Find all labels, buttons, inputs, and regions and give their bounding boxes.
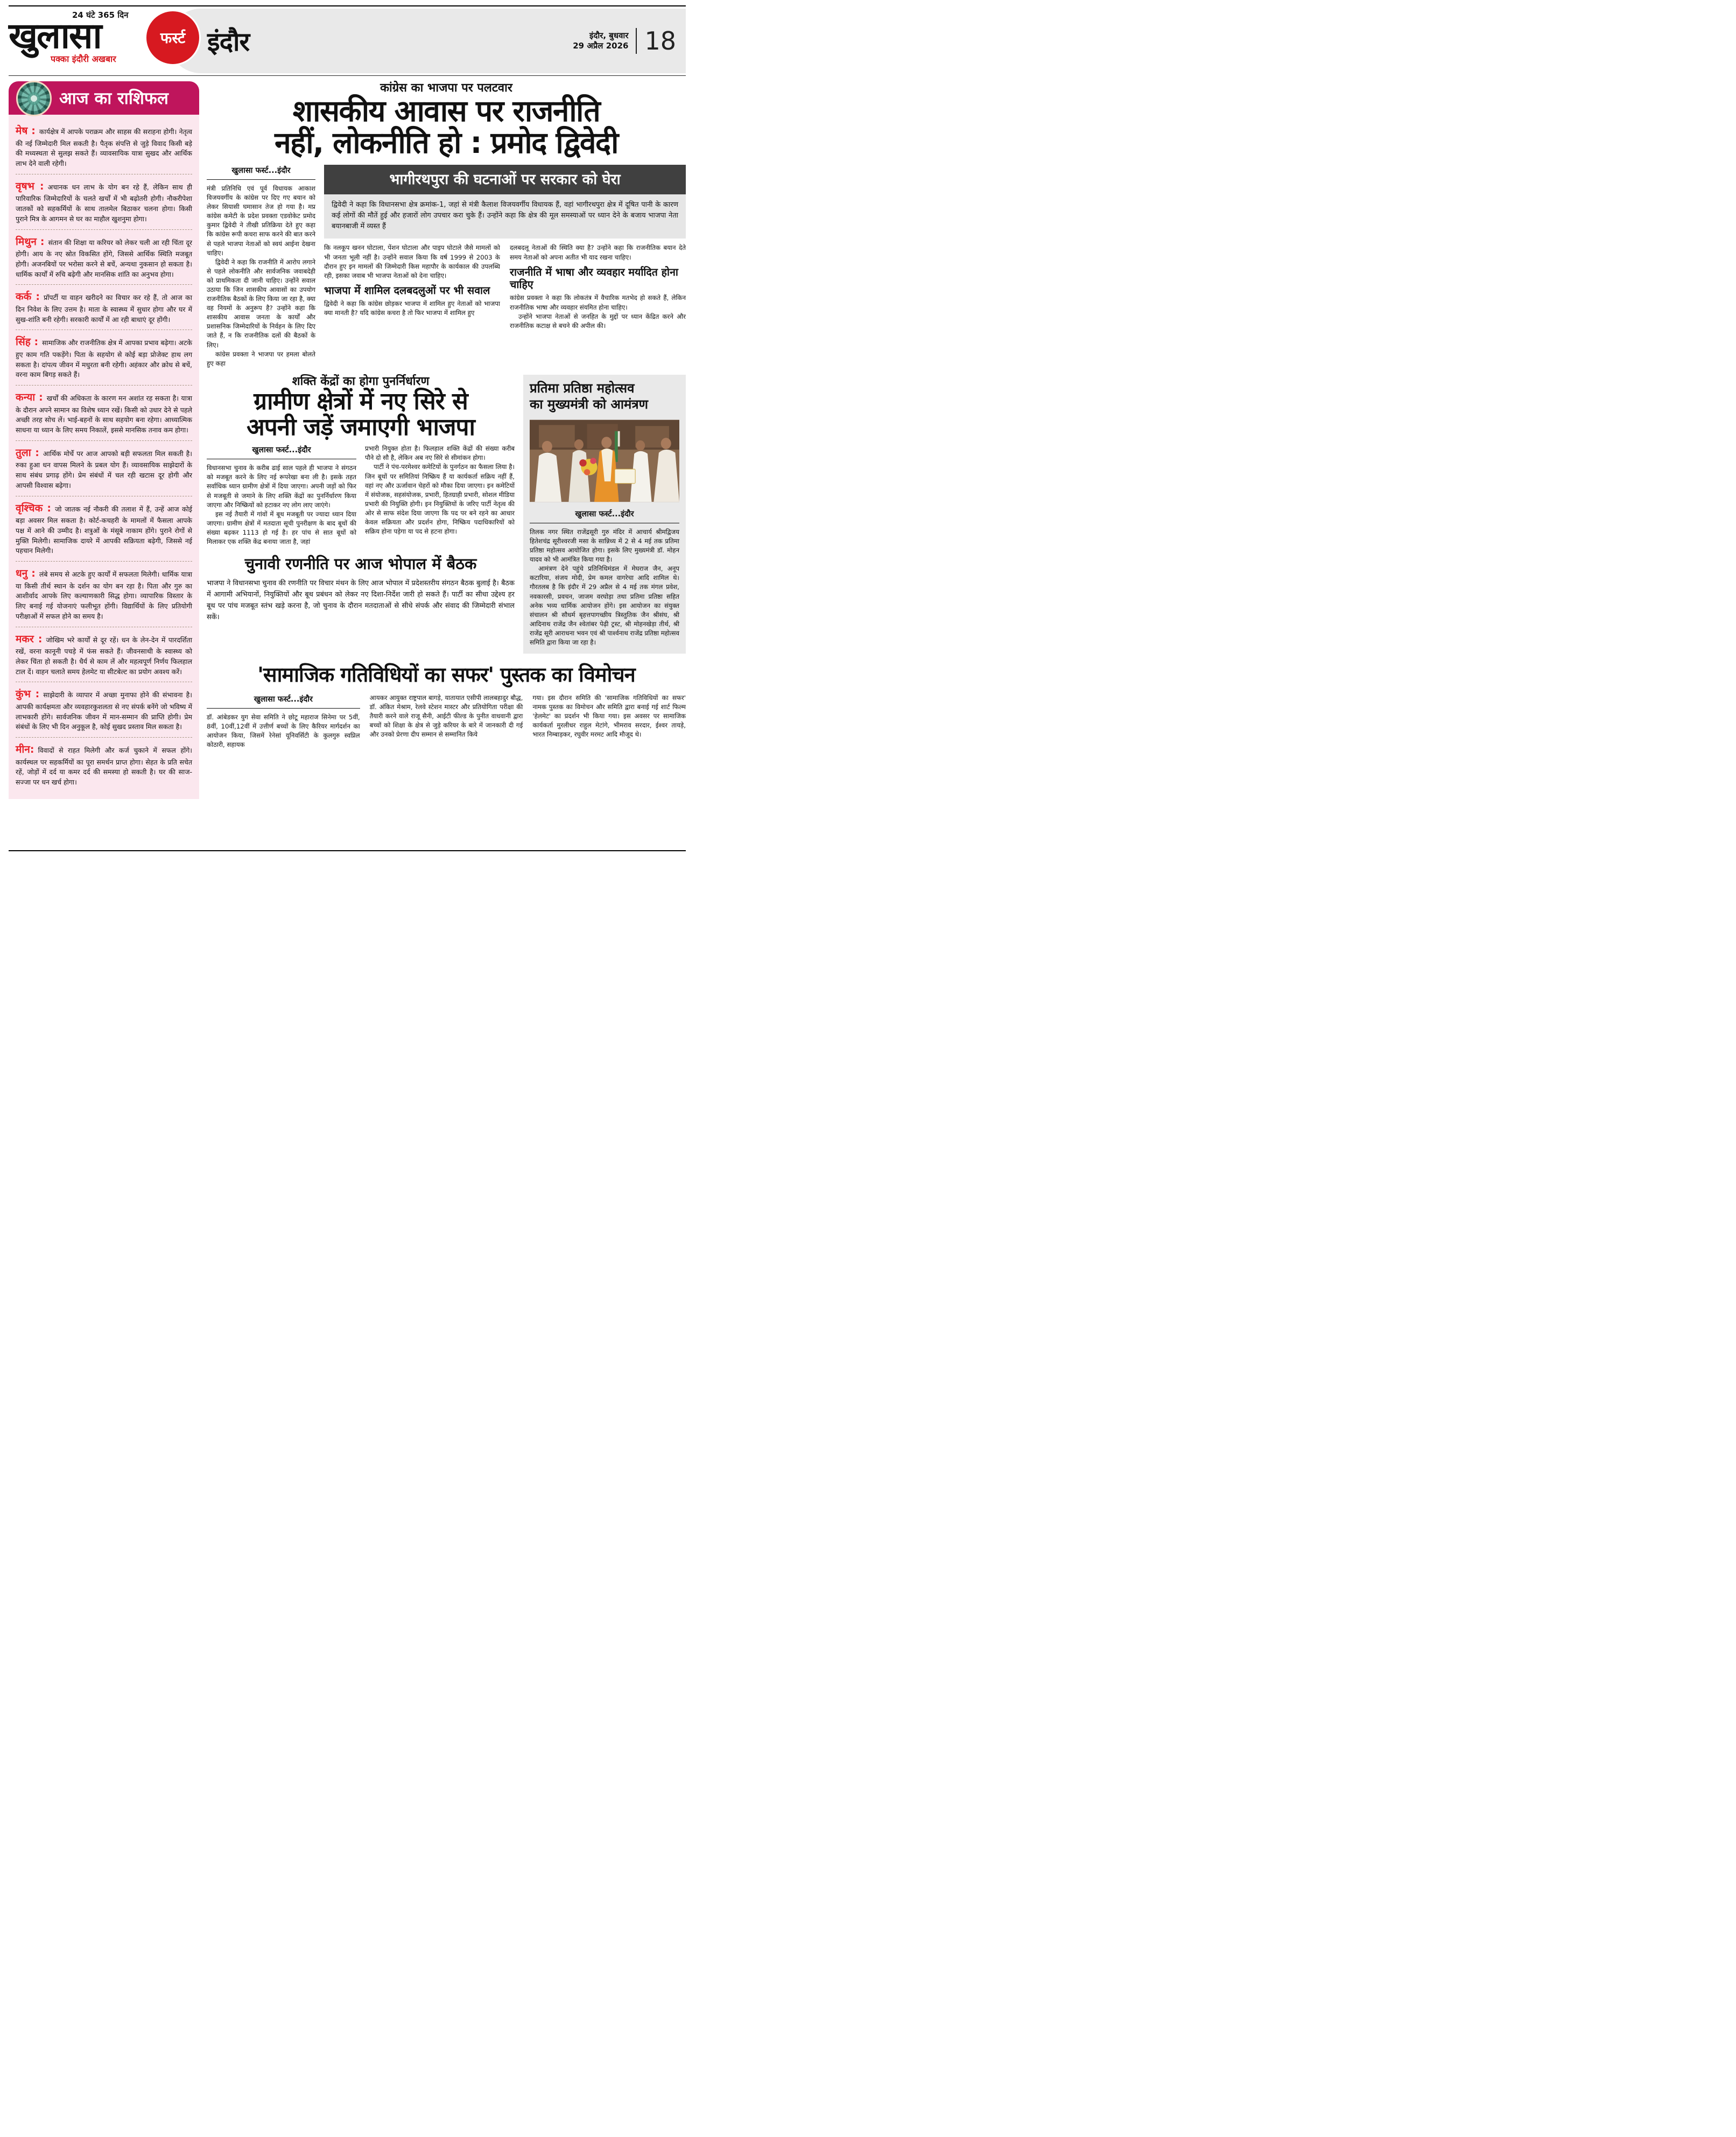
lead-byline: खुलासा फर्स्ट...इंदौर — [207, 165, 315, 180]
second-paragraph: इस नई तैयारी में गांवों में बूथ मजबूती पर ज्यादा ध्यान दिया जाएगा। ग्रामीण क्षेत्रों में मतदाता सूची पुनरीक्षण के बाद बूथों की संख्या बढ़कर 1113 हो गई है। हर पांच से सात बूथों को मिलाकर एक शक्ति केंद्र बनाया जाता है, जहां — [207, 510, 356, 546]
lead-column-2 — [324, 243, 500, 330]
entry-text: लंबे समय से अटके हुए कार्यों में सफलता मिलेगी। धार्मिक यात्रा या किसी तीर्थ स्थान के दर्शन का योग बन रहा है। पिता और गुरु का आशीर्वाद आपके लिए कल्याणकारी सिद्ध होगा। व्यापारिक विस्तार के लिए बनाई गई योजनाएं फलीभूत होंगी। विद्यार्थियों के लिए प्रतियोगी परीक्षाओं में सफल होने का समय है। — [16, 570, 192, 620]
book-column-1 — [207, 693, 360, 749]
highlight-box — [324, 165, 686, 239]
book-paragraph: गया। इस दौरान समिति की 'सामाजिक गतिविधियों का सफर' नामक पुस्तक का विमोचन और समिति द्वारा बनाई गई शार्ट फिल्म 'हेलमेट' का प्रदर्शन भी किया गया। इस अवसर पर सामाजिक कार्यकर्ता मुरलीधर राहुल मेटांगे, भीमराव सरदार, ईश्वर तायड़े, भारत निम्बाड़कर, रघुवीर मरमट आदि मौजूद थे। — [532, 694, 686, 739]
invite-paragraph: आमंत्रण देने पहुंचे प्रतिनिधिमंडल में मेघराज जैन, अनूप कटारिया, संजय मोदी, प्रेम कमल वागरेचा आदि शामिल थे। गौरतलब है कि इंदौर में 29 अप्रैल से 4 मई तक मंगल प्रवेश, नवकारसी, प्रवचन, जाजम वरघोड़ा तथा प्रतिमा प्रतिष्ठा सहित अनेक भव्य धार्मिक आयोजन होंगे। इस आयोजन का संयुक्त संचालन श्री सौधर्म बृहत्तपागच्छीय त्रिस्तुतिक जैन श्रीसंघ, श्री आदिनाथ राजेंद्र जैन श्वेतांबर पेढ़ी ट्रस्ट, श्री मोहनखेड़ा तीर्थ, श्री राजेंद्र सूरी आराधना भवन एवं श्री पार्श्वनाथ राजेंद्र प्रतिष्ठा महोत्सव समिति द्वारा किया जा रहा है। — [530, 565, 679, 646]
second-headline — [207, 389, 515, 440]
entry-text: प्रॉपर्टी या वाहन खरीदने का विचार कर रहे हैं, तो आज का दिन निवेश के लिए उत्तम है। माता के स्वास्थ्य में सुधार होगा और घर में सुख-शांति बनी रहेगी। सरकारी कार्यों में आ रही बाधाएं दूर होंगी। — [16, 293, 192, 324]
book-headline: 'सामाजिक गतिविधियों का सफर' पुस्तक का विमोचन — [257, 663, 635, 687]
meeting-body: भाजपा ने विधानसभा चुनाव की रणनीति पर विचार मंथन के लिए आज भोपाल में प्रदेशस्तरीय संगठन बैठक बुलाई है। बैठक में आगामी अभियानों, नियुक्तियों और बूथ प्रबंधन को लेकर नए दिशा-निर्देश जारी हो सकते हैं। पार्टी का सीधा उद्देश्य हर बूथ पर पांच मजबूत स्तंभ खड़े करना है, जो चुनाव के दौरान मतदाताओं से सीधे संपर्क और संवाद की जिम्मेदारी संभाल सकें। — [207, 579, 515, 621]
sign-label: वृश्चिक : — [16, 502, 52, 514]
lead-paragraph: उन्होंने भाजपा नेताओं से जनहित के मुद्दों पर ध्यान केंद्रित करने और राजनीतिक कटाक्ष से बचने की अपील की। — [510, 312, 686, 330]
entry-text: कार्यक्षेत्र में आपके पराक्रम और साहस की सराहना होगी। नेतृत्व की नई जिम्मेदारी मिल सकती है। पैतृक संपत्ति से जुड़े विवाद किसी बड़े की मध्यस्थता से सुलझ सकते हैं। व्यावसायिक यात्रा सुखद और आर्थिक लाभ देने वाली रहेगी। — [16, 128, 192, 167]
horoscope-entry-kanya — [16, 386, 192, 441]
sign-label: मेष : — [16, 125, 36, 137]
lead-column-3 — [510, 243, 686, 330]
horoscope-entry-meen — [16, 738, 192, 793]
highlight-box-text: द्विवेदी ने कहा कि विधानसभा क्षेत्र क्रमांक-1, जहां से मंत्री कैलाश विजयवर्गीय विधायक हैं, वहां भागीरथपुरा क्षेत्र में दूषित पानी के कारण कई लोगों की मौतें हुई और हजारों लोग उपचार करा चुके हैं। उन्होंने कहा कि क्षेत्र की मूल समस्याओं पर ध्यान देने के बजाय भाजपा नेता बयानबाजी में व्यस्त हैं — [324, 194, 686, 239]
lead-paragraph: दलबदलू नेताओं की स्थिति क्या है? उन्होंने कहा कि राजनीतिक बयान देते समय नेताओं को अपना अतीत भी याद रखना चाहिए। — [510, 244, 686, 261]
meeting-article — [207, 553, 515, 623]
bottom-rule — [9, 850, 686, 851]
lead-headline — [207, 95, 686, 158]
lead-right-area — [324, 165, 686, 368]
second-column-2 — [365, 444, 515, 546]
entry-text: संतान की शिक्षा या करियर को लेकर चली आ रही चिंता दूर होगी। आय के नए स्रोत विकसित होंगे, जिससे आर्थिक स्थिति मजबूत होगी। अजनबियों पर भरोसा करने से बचें, अन्यथा नुकसान हो सकता है। धार्मिक कार्यों में रुचि बढ़ेगी और मानसिक शांति का अनुभव होगा। — [16, 238, 192, 278]
second-paragraph: विधानसभा चुनाव के करीब ढाई साल पहले ही भाजपा ने संगठन को मजबूत करने के लिए नई रूपरेखा बना ली है। इसके तहत सर्वाधिक ध्यान ग्रामीण क्षेत्रों में दिया जाएगा। अपनी जड़ों को फिर से मजबूती से जमाने के लिए शक्ति केंद्रों का पुनर्निर्धारण किया जाएगा और निष्क्रियों को हटाकर नए लोग लाए जाएंगे। — [207, 464, 356, 509]
mid-left-column — [207, 375, 515, 654]
lead-paragraph: द्विवेदी ने कहा कि कांग्रेस छोड़कर भाजपा में शामिल हुए नेताओं को भाजपा क्या मानती है? यदि कांग्रेस कचरा है तो फिर भाजपा में शामिल हुए — [324, 300, 500, 317]
entry-text: जो जातक नई नौकरी की तलाश में हैं, उन्हें आज कोई बड़ा अवसर मिल सकता है। कोर्ट-कचहरी के मामलों में फैसला आपके पक्ष में आने की उम्मीद है। शत्रुओं के मंसूबे नाकाम होंगे। पुराने रोगों से मुक्ति मिलेगी। सामाजिक दायरे में आपकी सक्रियता बढ़ेगी, जिससे नई पहचान मिलेगी। — [16, 505, 192, 555]
sign-label: कुंभ : — [16, 688, 40, 700]
horoscope-entry-tula — [16, 441, 192, 496]
lead-paragraph: कि नलकूप खनन घोटाला, पेंशन घोटाला और पाइप घोटाले जैसे मामलों को भी जनता भूली नहीं है। उन्होंने सवाल किया कि वर्ष 1999 से 2003 के दौरान हुए इन मामलों की जिम्मेदारी किस महापौर के कार्यकाल की उपलब्धि रही, इसका जवाब भी भाजपा नेताओं को देना चाहिए। — [324, 244, 500, 279]
invite-byline: खुलासा फर्स्ट...इंदौर — [530, 508, 679, 523]
logo-badge: फर्स्ट — [145, 10, 201, 66]
horoscope-entry-kumbh — [16, 682, 192, 738]
book-paragraph: आयकर आयुक्त राष्ट्रपाल बागड़े, यातायात एसीपी लालबहादुर बौद्ध, डॉ. अंकित मेश्राम, रेलवे स्टेशन मास्टर और प्रतियोगिता परीक्षा की तैयारी करने वाले राजू सैनी, आईटी फील्ड के पुनीत वाधवानी द्वारा बच्चों को शिक्षा के क्षेत्र से जुड़े करियर के बारे में जानकारी दी गई और उनको प्रेरणा दीप सम्मान से सम्मानित किये — [369, 694, 523, 739]
horoscope-entry-mithun — [16, 230, 192, 285]
dateline-divider — [636, 28, 637, 54]
second-paragraph: पार्टी ने पंच-परमेश्वर कमेटियों के पुनर्गठन का फैसला लिया है। जिन बूथों पर समितियां निष्क्रिय हैं या कार्यकर्ता सक्रिय नहीं हैं, वहां नए और ऊर्जावान चेहरों को मौका दिया जाएगा। इन कमेटियों में संयोजक, सहसंयोजक, प्रभारी, हितग्राही प्रभारी, सोशल मीडिया प्रभारी की नियुक्ति होगी। इन नियुक्तियों के जरिए पार्टी नेतृत्व की ओर से साफ संदेश दिया जाएगा कि पद पर बने रहने का आधार केवल सक्रियता और प्रदर्शन होगा, निष्क्रिय पदाधिकारियों को सक्रिय होना पड़ेगा या पद से हटना होगा। — [365, 463, 515, 536]
lead-kicker: कांग्रेस का भाजपा पर पलटवार — [380, 81, 512, 95]
sign-label: मिथुन : — [16, 235, 45, 248]
edition-name: इंदौर — [207, 26, 250, 57]
invite-article — [523, 375, 686, 654]
lead-paragraph: द्विवेदी ने कहा कि राजनीति में आरोप लगाने से पहले लोकनीति और सार्वजनिक जवाबदेही को प्राथमिकता दी जानी चाहिए। उन्होंने सवाल उठाया कि जिन शासकीय आवासों का उपयोग राजनीतिक बैठकों के लिए किया जा रहा है, क्या वह नियमों के अनुरूप है? उन्होंने कहा कि शासकीय आवास जनता के कार्यों और प्रशासनिक जिम्मेदारियों के निर्वहन के लिए दिए जाते हैं, न कि राजनीतिक दलों की बैठकों के लिए। — [207, 258, 315, 349]
newspaper-page — [0, 0, 694, 854]
logo-tagline-top: 24 घंटे 365 दिन — [72, 10, 129, 20]
page-number: 18 — [644, 26, 676, 55]
second-headline-line1: ग्रामीण क्षेत्रों में नए सिरे से — [254, 388, 468, 416]
sign-label: मीन: — [16, 744, 34, 755]
masthead-rule — [9, 75, 686, 76]
entry-text: जोखिम भरे कार्यों से दूर रहें। धन के लेन-देन में पारदर्शिता रखें, वरना कानूनी पचड़े में फंस सकते हैं। जीवनसाथी के स्वास्थ्य को लेकर चिंता हो सकती है। धैर्य से काम लें और महत्वपूर्ण निर्णय फिलहाल टाल दें। वाहन चलाते समय हेलमेट या सीटबेल्ट का प्रयोग अवश्य करें। — [16, 635, 192, 676]
sign-label: कर्क : — [16, 291, 40, 303]
lead-paragraph: मंत्री प्रतिनिधि एवं पूर्व विधायक आकाश विजयवर्गीय के कांग्रेस पर दिए गए बयान को लेकर सियासी घमासान तेज हो गया है। मप्र कांग्रेस कमेटी के प्रदेश प्रवक्ता एडवोकेट प्रमोद कुमार द्विवेदी ने तीखी प्रतिक्रिया देते हुए कहा कि कांग्रेस रूपी कचरा साफ करने की बात करने से पहले भाजपा नेताओं को स्वयं आईना देखना चाहिए। — [207, 184, 315, 257]
second-article — [207, 375, 515, 546]
logo-tagline-bottom: पक्का इंदौरी अखबार — [51, 54, 116, 64]
sign-label: धनु : — [16, 567, 36, 579]
horoscope-entry-kark — [16, 285, 192, 330]
sign-label: वृषभ : — [16, 180, 44, 192]
entry-text: विवादों से राहत मिलेगी और कर्ज चुकाने में सफल होंगे। कार्यस्थल पर सहकर्मियों का पूरा समर्थन प्राप्त होगा। सेहत के प्रति सचेत रहें, जोड़ों में दर्द या कमर दर्द की समस्या हो सकती है। घर की साज-सज्जा पर धन खर्च होगा। — [16, 746, 192, 786]
book-article — [207, 660, 686, 749]
lead-article — [207, 81, 686, 368]
lead-paragraph: कांग्रेस प्रवक्ता ने भाजपा पर हमला बोलते हुए कहा — [207, 350, 315, 367]
invite-headline-line2: का मुख्यमंत्री को आमंत्रण — [530, 396, 648, 412]
horoscope-body — [9, 115, 199, 799]
entry-text: साझेदारी के व्यापार में अच्छा मुनाफा होने की संभावना है। आपकी कार्यक्षमता और व्यवहारकुशलता से नए संपर्क बनेंगे जो भविष्य में लाभकारी होंगे। सार्वजनिक जीवन में मान-सम्मान की प्राप्ति होगी। प्रेम संबंधों के लिए भी दिन अनुकूल है, कोई सुखद प्रस्ताव मिल सकता है। — [16, 691, 192, 731]
lead-headline-line2: नहीं, लोकनीति हो : प्रमोद द्विवेदी — [275, 125, 618, 160]
logo-title: खुलासा — [9, 15, 101, 57]
horoscope-entry-singh — [16, 330, 192, 386]
dateline-date: 29 अप्रैल 2026 — [573, 41, 629, 51]
invitation-photo — [530, 418, 679, 504]
entry-text: खर्चों की अधिकता के कारण मन अशांत रह सकता है। यात्रा के दौरान अपने सामान का विशेष ध्यान रखें। किसी को उधार देने से पहले अच्छी तरह सोच लें। भाई-बहनों के साथ सहयोग बना रहेगा। आध्यात्मिक साधना या ध्यान के लिए समय निकालें, इससे मानसिक तनाव कम होगा। — [16, 394, 192, 434]
invite-headline-line1: प्रतिमा प्रतिष्ठा महोत्सव — [530, 380, 635, 396]
zodiac-wheel-icon — [16, 81, 52, 116]
top-rule — [9, 5, 686, 6]
second-byline: खुलासा फर्स्ट...इंदौर — [207, 444, 356, 459]
sign-label: मकर : — [16, 633, 43, 645]
horoscope-panel — [9, 81, 199, 799]
horoscope-entry-vrishchik — [16, 496, 192, 562]
lead-column-1 — [207, 165, 315, 368]
highlight-box-title: भागीरथपुरा की घटनाओं पर सरकार को घेरा — [324, 165, 686, 194]
book-paragraph: डॉ. आंबेडकर युग सेवा समिति ने छोटू महाराज सिनेमा पर 5वीं, 8वीं, 10वीं,12वीं में उत्तीर्ण बच्चों के लिए कैरियर मार्गदर्शन का आयोजन किया, जिसमें रेनेसां यूनिवर्सिटी के कुलगुरु स्वप्निल कोठारी, सहायक — [207, 713, 360, 749]
newspaper-masthead — [9, 9, 686, 73]
horoscope-entry-vrishabh — [16, 174, 192, 230]
horoscope-entry-dhanu — [16, 562, 192, 627]
horoscope-title: आज का राशिफल — [59, 89, 168, 108]
sign-label: कन्या : — [16, 391, 43, 403]
subhead-dalbadlu: भाजपा में शामिल दलबदलुओं पर भी सवाल — [324, 284, 490, 297]
second-paragraph: प्रभारी नियुक्त होता है। फिलहाल शक्ति केंद्रों की संख्या करीब पौने दो सौ है, लेकिन अब नए सिरे से सीमांकन होगा। — [365, 445, 515, 462]
dateline-city-day: इंदौर, बुधवार — [589, 30, 629, 40]
masthead-band — [168, 9, 686, 73]
horoscope-entry-mesh — [16, 119, 192, 174]
book-column-2 — [370, 693, 523, 749]
invite-paragraph: तिलक नगर स्थित राजेंद्रसूरी गुरु मंदिर में आचार्य श्रीमद्विजय हितेशचंद्र सूरीश्वरजी मसा के सान्निध्य में 2 से 4 मई तक प्रतिमा प्रतिष्ठा महोत्सव आयोजित होगा। इसके लिए मुख्यमंत्री डॉ. मोहन यादव को भी आमंत्रित किया गया है। — [530, 528, 679, 564]
second-column-1 — [207, 444, 356, 546]
subhead-bhasha: राजनीति में भाषा और व्यवहार मर्यादित होना चाहिए — [510, 265, 678, 291]
sign-label: तुला : — [16, 446, 39, 459]
second-kicker: शक्ति केंद्रों का होगा पुनर्निर्धारण — [292, 374, 430, 388]
meeting-headline: चुनावी रणनीति पर आज भोपाल में बैठक — [244, 555, 477, 573]
book-column-3 — [532, 693, 686, 749]
dateline — [573, 31, 628, 52]
horoscope-header — [9, 81, 199, 115]
horoscope-entry-makar — [16, 627, 192, 683]
entry-text: आर्थिक मोर्चे पर आज आपको बड़ी सफलता मिल सकती है। रुका हुआ धन वापस मिलने के प्रबल योग हैं। व्यावसायिक साझेदारों के साथ संबंध प्रगाढ़ होंगे। प्रेम संबंधों में चल रही खटास दूर होगी और आपसी विश्वास बढ़ेगा। — [16, 449, 192, 489]
invite-headline — [530, 380, 679, 412]
lead-headline-line1: शासकीय आवास पर राजनीति — [292, 94, 600, 129]
book-byline: खुलासा फर्स्ट...इंदौर — [207, 693, 360, 709]
sign-label: सिंह : — [16, 336, 39, 348]
entry-text: सामाजिक और राजनीतिक क्षेत्र में आपका प्रभाव बढ़ेगा। अटके हुए काम गति पकड़ेंगे। पिता के सहयोग से कोई बड़ा प्रोजेक्ट हाथ लग सकता है। दांपत्य जीवन में मधुरता बनी रहेगी। अहंकार और क्रोध से बचें, वरना काम बिगड़ सकते हैं। — [16, 339, 192, 379]
lead-paragraph: कांग्रेस प्रवक्ता ने कहा कि लोकतंत्र में वैचारिक मतभेद हो सकते हैं, लेकिन राजनीतिक भाषा और व्यवहार संयमित होना चाहिए। — [510, 294, 686, 311]
second-headline-line2: अपनी जड़ें जमाएगी भाजपा — [247, 413, 475, 441]
newspaper-logo — [9, 9, 186, 73]
entry-text: अचानक धन लाभ के योग बन रहे हैं, लेकिन साथ ही पारिवारिक जिम्मेदारियों के चलते खर्चों में भी बढ़ोतरी होगी। नौकरीपेशा जातकों को सहकर्मियों के साथ तालमेल बिठाकर चलना होगा। किसी पुराने मित्र के आगमन से घर का माहौल खुशनुमा होगा। — [16, 183, 192, 223]
